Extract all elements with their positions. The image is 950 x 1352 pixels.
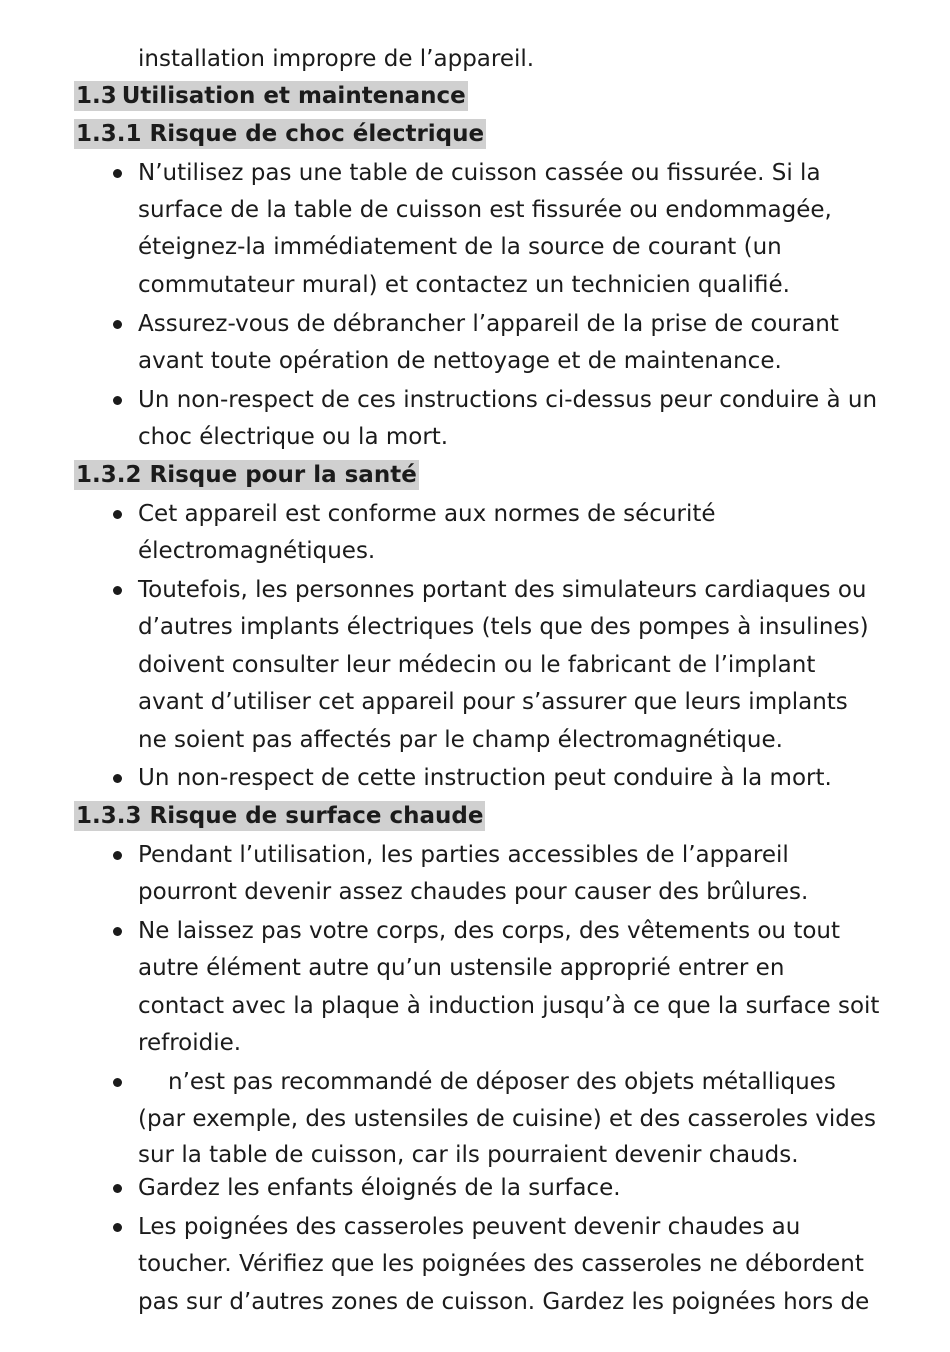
list-item-line: commutateur mural) et contactez un technicien qualifié.: [138, 272, 790, 298]
section-1-3-3-heading: 1.3.3 Risque de surface chaude: [76, 803, 484, 829]
list-item-line: (par exemple, des ustensiles de cuisine) et des casseroles vides: [138, 1106, 876, 1132]
list-item-line: Assurez-vous de débrancher l’appareil de la prise de courant: [138, 311, 839, 337]
list-item-line: avant d’utiliser cet appareil pour s’assurer que leurs implants: [138, 689, 848, 715]
bullet-icon: [110, 916, 124, 946]
section-1-3-number: 1.3: [76, 83, 117, 109]
bullet-icon: [110, 158, 124, 188]
list-item-line: pas sur d’autres zones de cuisson. Gardez les poignées hors de: [138, 1289, 870, 1315]
section-1-3-1-heading: 1.3.1 Risque de choc électrique: [76, 121, 485, 147]
bullet-icon: [110, 1212, 124, 1242]
list-item-line: Gardez les enfants éloignés de la surface.: [138, 1175, 621, 1201]
list-item-line: Les poignées des casseroles peuvent devenir chaudes au: [138, 1214, 801, 1240]
section-1-3-heading: [74, 81, 468, 111]
list-item-line: contact avec la plaque à induction jusqu’à ce que la surface soit: [138, 993, 880, 1019]
list-item-line: surface de la table de cuisson est fissurée ou endommagée,: [138, 197, 832, 223]
list-item-line: Un non-respect de ces instructions ci-dessus peur conduire à un: [138, 387, 878, 413]
bullet-icon: [110, 1173, 124, 1203]
bullet-icon: [110, 385, 124, 415]
list-item-line: n’est pas recommandé de déposer des objets métalliques: [168, 1069, 836, 1095]
list-item-line: refroidie.: [138, 1030, 242, 1056]
list-item-line: toucher. Vérifiez que les poignées des casseroles ne débordent: [138, 1251, 864, 1277]
list-item-line: autre élément autre qu’un ustensile approprié entrer en: [138, 955, 785, 981]
list-item-line: choc électrique ou la mort.: [138, 424, 449, 450]
list-item-line: Pendant l’utilisation, les parties accessibles de l’appareil: [138, 842, 789, 868]
bullet-icon: [110, 763, 124, 793]
list-item-line: sur la table de cuisson, car ils pourraient devenir chauds.: [138, 1142, 799, 1168]
section-1-3-title: Utilisation et maintenance: [121, 83, 466, 109]
list-item-line: ne soient pas affectés par le champ électromagnétique.: [138, 727, 783, 753]
bullet-icon: [110, 309, 124, 339]
list-item-line: doivent consulter leur médecin ou le fabricant de l’implant: [138, 652, 816, 678]
list-item-line: éteignez-la immédiatement de la source de courant (un: [138, 234, 782, 260]
list-item-line: d’autres implants électriques (tels que des pompes à insulines): [138, 614, 869, 640]
bullet-icon: [110, 575, 124, 605]
list-item-line: Ne laissez pas votre corps, des corps, des vêtements ou tout: [138, 918, 841, 944]
bullet-icon: [110, 499, 124, 529]
list-item-line: Un non-respect de cette instruction peut conduire à la mort.: [138, 765, 832, 791]
bullet-icon: [110, 840, 124, 870]
intro-line: installation impropre de l’appareil.: [138, 46, 535, 72]
bullet-icon: [110, 1067, 124, 1097]
list-item-line: Cet appareil est conforme aux normes de sécurité: [138, 501, 716, 527]
list-item-line: Toutefois, les personnes portant des simulateurs cardiaques ou: [138, 577, 867, 603]
list-item-line: N’utilisez pas une table de cuisson cassée ou fissurée. Si la: [138, 160, 821, 186]
list-item-line: pourront devenir assez chaudes pour causer des brûlures.: [138, 879, 809, 905]
section-1-3-2-heading: 1.3.2 Risque pour la santé: [76, 462, 417, 488]
list-item-line: avant toute opération de nettoyage et de maintenance.: [138, 348, 782, 374]
list-item-line: électromagnétiques.: [138, 538, 376, 564]
